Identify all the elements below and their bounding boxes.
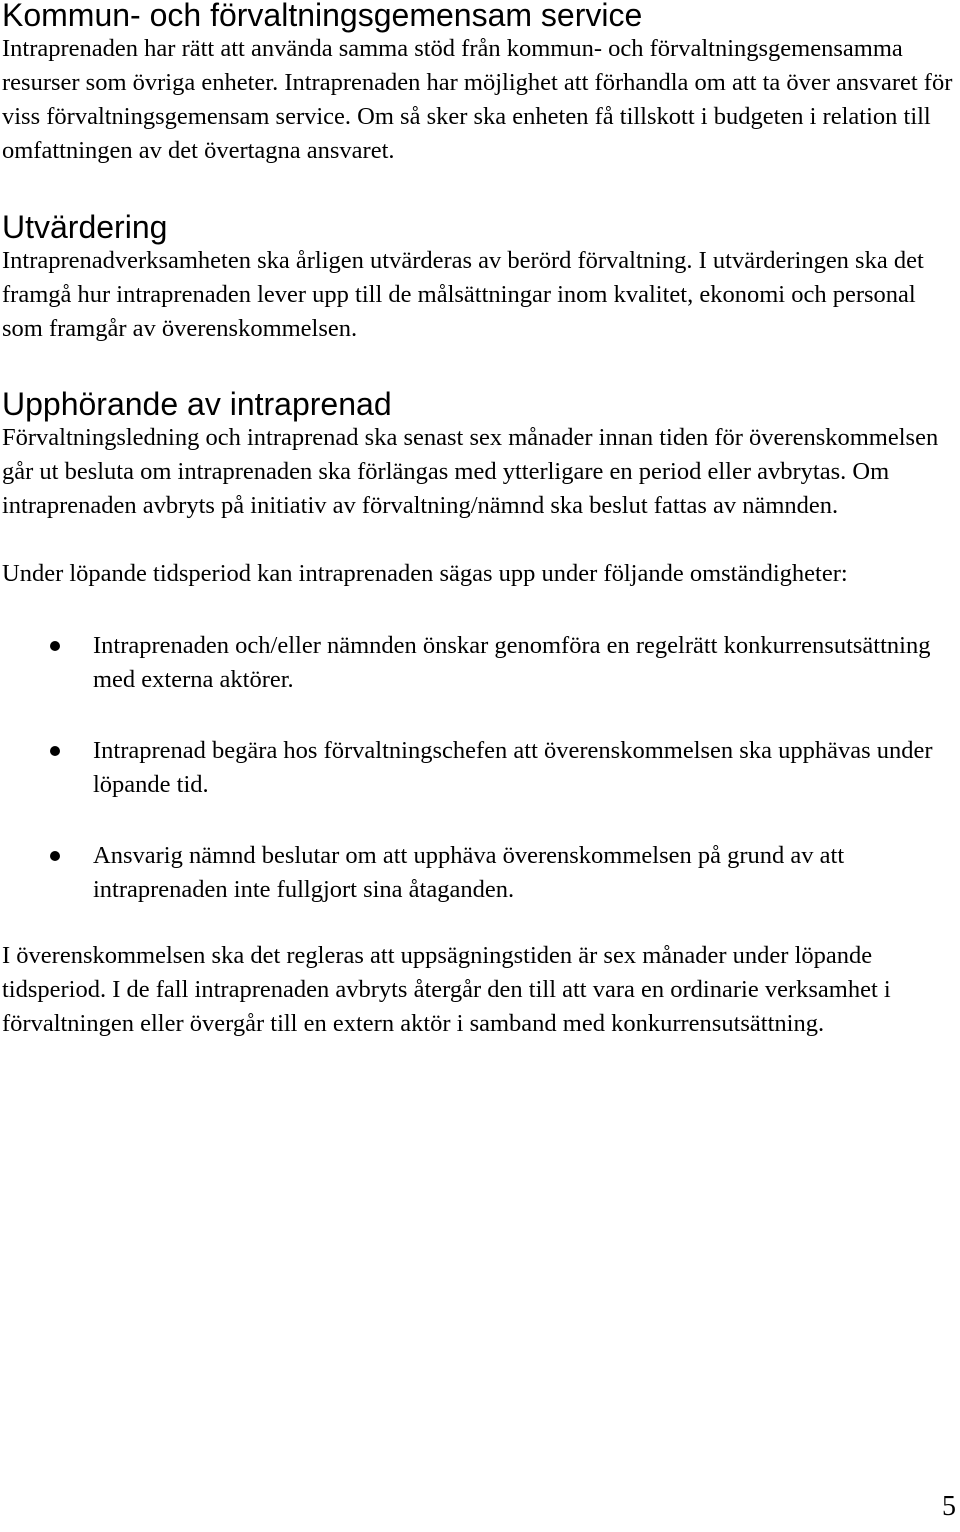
list-item bbox=[2, 734, 958, 802]
list-item-text: Intraprenaden och/eller nämnden önskar genomföra en regelrätt konkurrensutsättning med externa aktörer. bbox=[93, 632, 931, 693]
document-page bbox=[2, 0, 958, 1041]
paragraph-uppsagningstid: I överenskommelsen ska det regleras att uppsägningstiden är sex månader under löpande tidsperiod. I de fall intraprenaden avbryts återgår den till att vara en ordinarie verksamhet i förvaltningen eller övergår till en extern aktör i samband med konkurrensutsättning. bbox=[2, 942, 891, 1037]
termination-conditions-list bbox=[2, 629, 958, 907]
bullet-icon bbox=[50, 641, 60, 651]
paragraph-upphorande: Förvaltningsledning och intraprenad ska senast sex månader innan tiden för överenskommelsen går ut besluta om intraprenaden ska förlängas med ytterligare en period eller avbrytas. Om intraprenaden avbryts på initiativ av förvaltning/nämnd ska beslut fattas av nämnden. bbox=[2, 424, 939, 519]
list-item-text: Intraprenad begära hos förvaltningschefen att överenskommelsen ska upphävas under löpande tid. bbox=[93, 737, 933, 798]
section-heading-upphorande: Upphörande av intraprenad bbox=[2, 386, 392, 422]
section-heading-utvardering: Utvärdering bbox=[2, 209, 168, 245]
page-number: 5 bbox=[942, 1491, 956, 1522]
paragraph-utvardering: Intraprenadverksamheten ska årligen utvärderas av berörd förvaltning. I utvärderingen ska det framgå hur intraprenaden lever upp till de målsättningar inom kvalitet, ekonomi och personal som framgår av överenskommelsen. bbox=[2, 247, 924, 342]
bullet-icon bbox=[50, 746, 60, 756]
list-item bbox=[2, 839, 958, 907]
paragraph-kommun-service: Intraprenaden har rätt att använda samma stöd från kommun- och förvaltningsgemensamma resurser som övriga enheter. Intraprenaden har möjlighet att förhandla om att ta över ansvaret för viss förvaltningsgemensam service. Om så sker ska enheten få tillskott i budgeten i relation till omfattningen av det övertagna ansvaret. bbox=[2, 35, 953, 164]
paragraph-lopande-tidsperiod: Under löpande tidsperiod kan intraprenaden sägas upp under följande omständigheter: bbox=[2, 560, 848, 587]
section-heading-kommun-service: Kommun- och förvaltningsgemensam service bbox=[2, 0, 643, 33]
bullet-icon bbox=[50, 851, 60, 861]
list-item bbox=[2, 629, 958, 697]
list-item-text: Ansvarig nämnd beslutar om att upphäva överenskommelsen på grund av att intraprenaden inte fullgjort sina åtaganden. bbox=[93, 842, 845, 903]
